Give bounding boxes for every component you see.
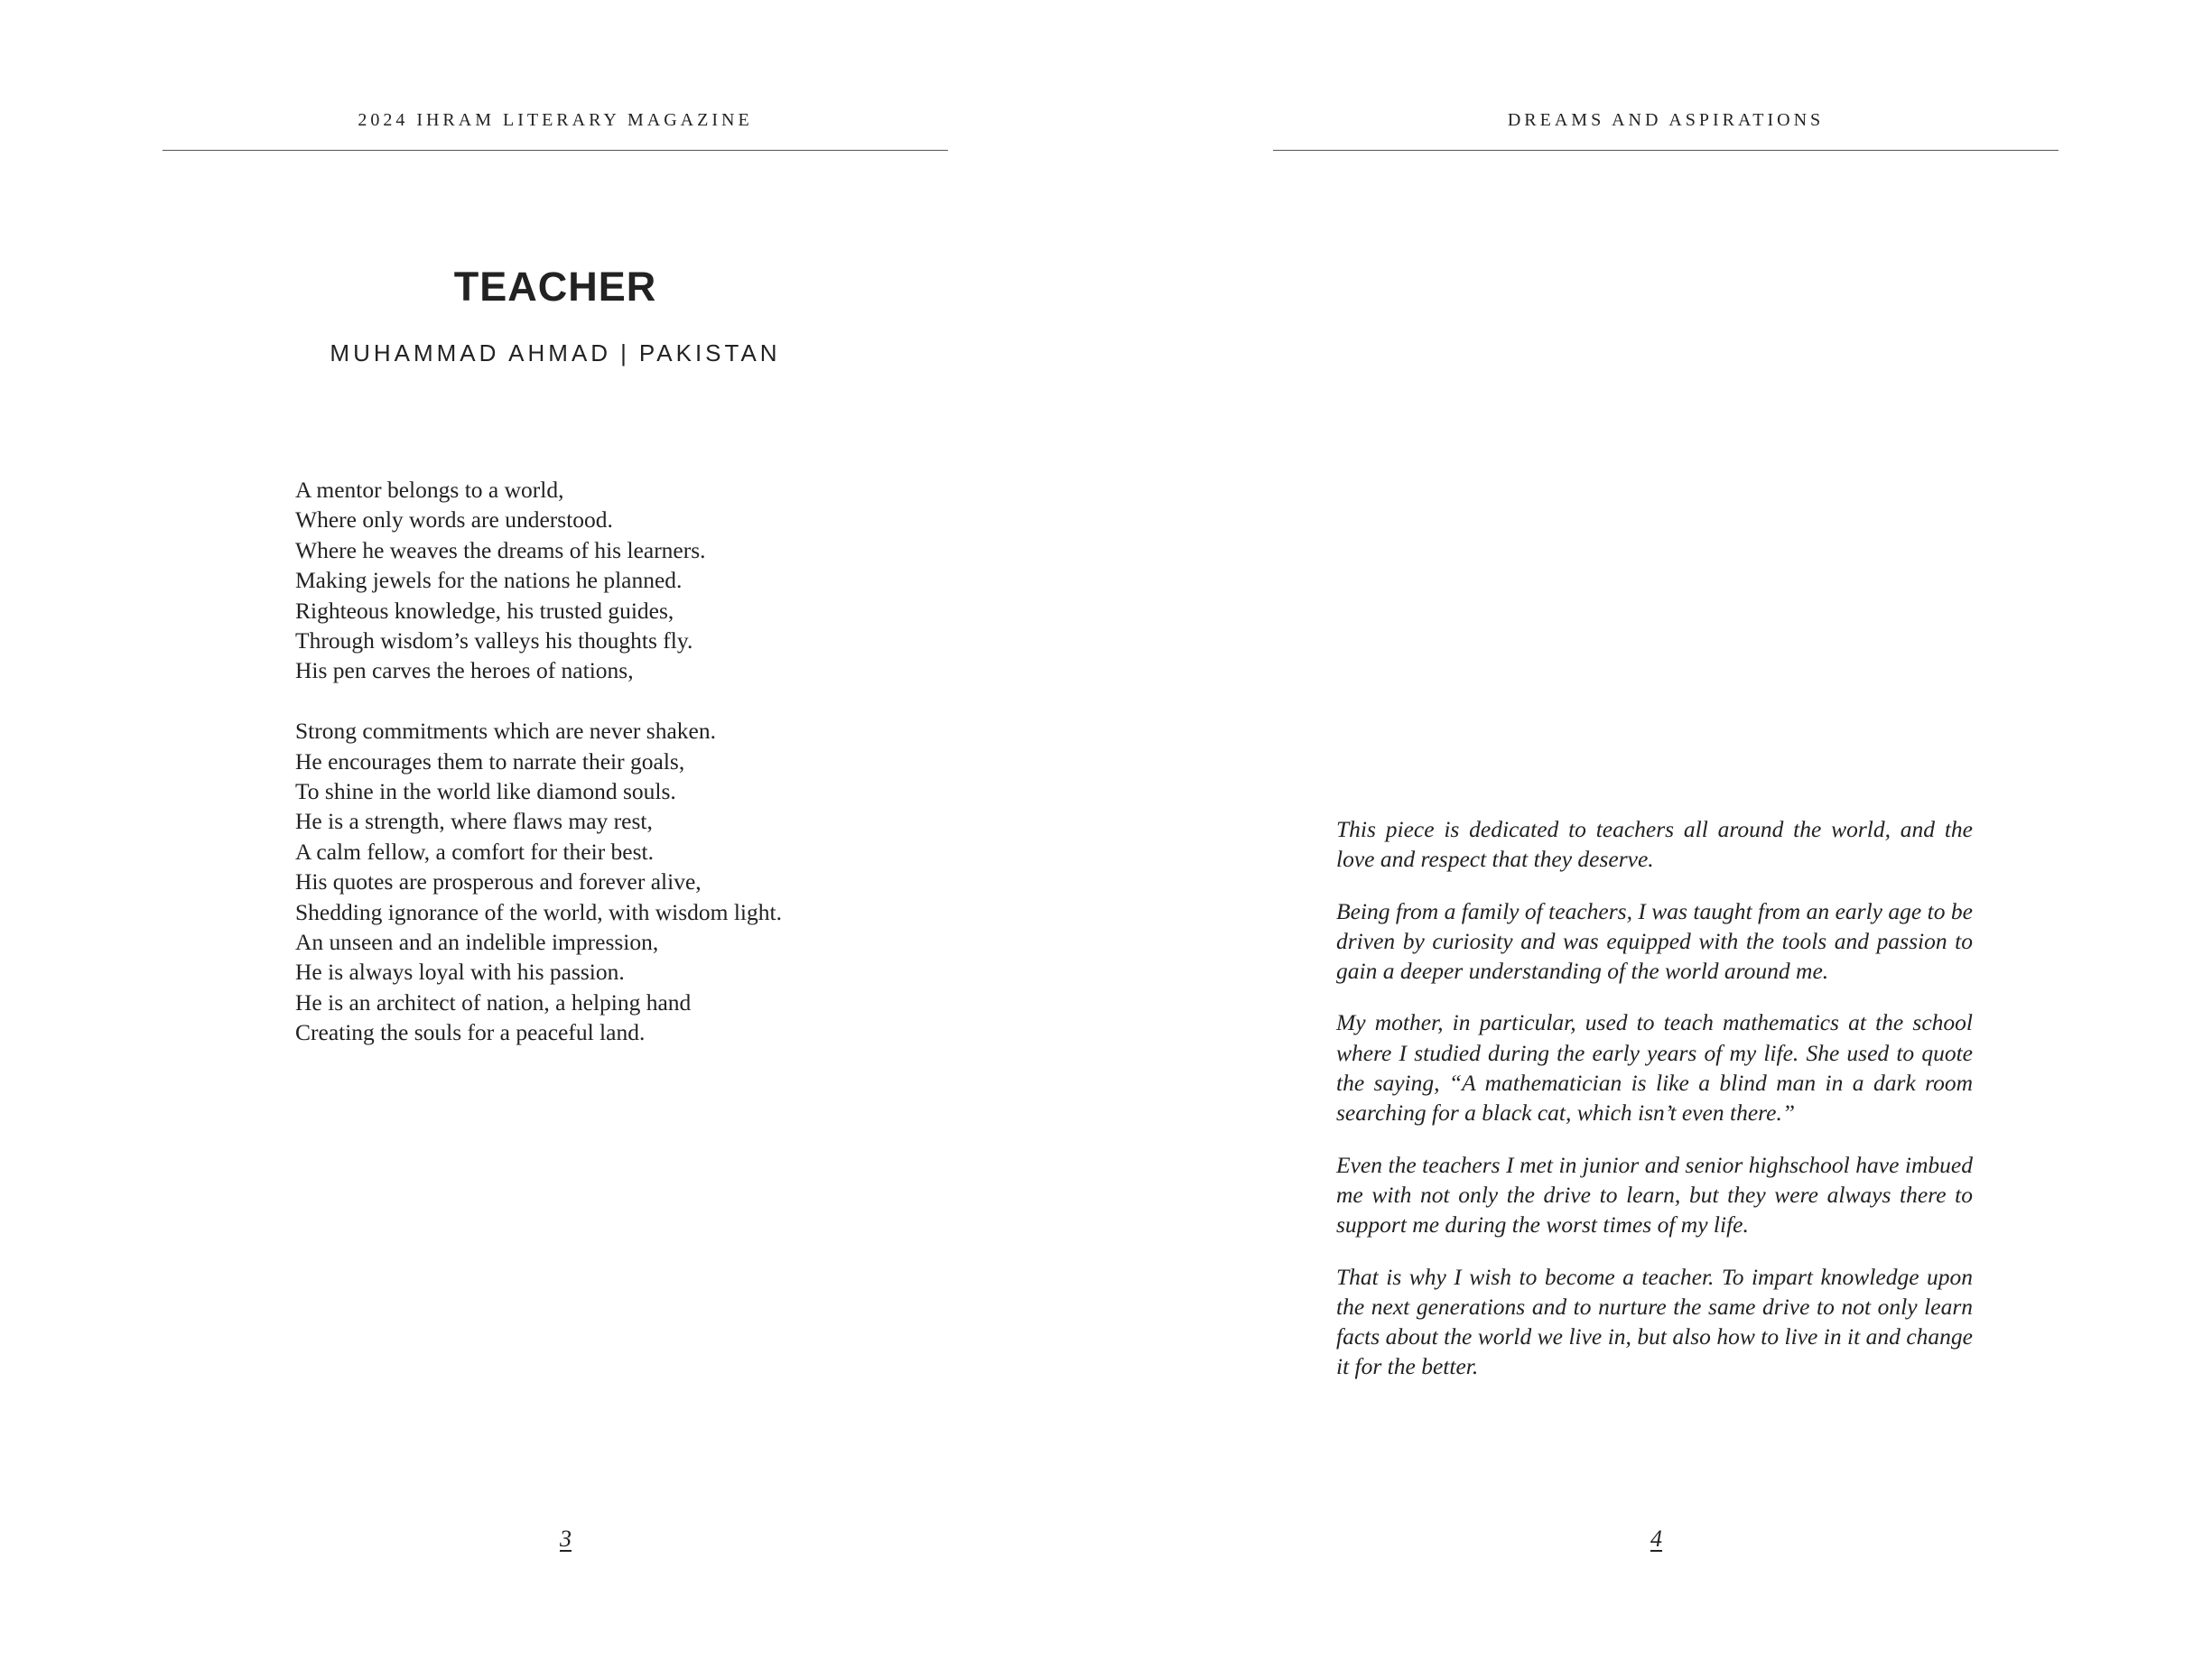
- poem-line: He is an architect of nation, a helping hand: [295, 988, 692, 1016]
- poem-line: His pen carves the heroes of nations,: [295, 657, 634, 684]
- poem-line: Where only words are understood.: [295, 506, 613, 533]
- note-paragraph: My mother, in particular, used to teach mathematics at the school where I studied during the early years of my life. She used to quote the saying, “A mathematician is like a blind man in a dark room searching for a black cat, which isn’t even there.”: [1336, 1009, 1973, 1127]
- note-paragraph: Even the teachers I met in junior and senior highschool have imbued me with not only the drive to learn, but they were always there to support me during the worst times of my life.: [1336, 1151, 1973, 1239]
- poem-line: Where he weaves the dreams of his learners.: [295, 536, 706, 563]
- poem-line: He is a strength, where flaws may rest,: [295, 808, 653, 835]
- page-number-left: 3: [560, 1526, 572, 1552]
- poem-line: Righteous knowledge, his trusted guides,: [295, 597, 674, 624]
- header-rule-right: [1273, 150, 2059, 151]
- author-note: [1336, 814, 1973, 1404]
- note-paragraph: Being from a family of teachers, I was taught from an early age to be driven by curiosity and was equipped with the tools and passion to gain a deeper understanding of the world around me.: [1336, 897, 1973, 985]
- poem-line: A mentor belongs to a world,: [295, 477, 564, 503]
- note-paragraph: That is why I wish to become a teacher. To impart knowledge upon the next generations and to nurture the same drive to not only learn facts about the world we live in, but also how to live in it and change it for the better.: [1336, 1263, 1973, 1380]
- page-number-right: 4: [1650, 1526, 1662, 1552]
- right-page: [1106, 0, 2212, 1670]
- running-header-left: 2024 IHRAM LITERARY MAGAZINE: [358, 110, 753, 130]
- byline-separator: |: [620, 339, 630, 366]
- poem-line: Creating the souls for a peaceful land.: [295, 1019, 646, 1046]
- stanza-2: [295, 716, 927, 1047]
- header-rule-left: [163, 150, 948, 151]
- stanza-1: [295, 475, 927, 686]
- poem-line: Strong commitments which are never shaken.: [295, 718, 716, 745]
- poem-line: Shedding ignorance of the world, with wisdom light.: [295, 898, 782, 925]
- poem-line: To shine in the world like diamond souls.: [295, 778, 676, 805]
- poem-line: Through wisdom’s valleys his thoughts fly.: [295, 627, 693, 654]
- poem-line: His quotes are prosperous and forever alive,: [295, 868, 702, 895]
- poem-body: [295, 475, 927, 1048]
- poem-line: He is always loyal with his passion.: [295, 959, 625, 986]
- note-paragraph: This piece is dedicated to teachers all around the world, and the love and respect that they deserve.: [1336, 816, 1973, 873]
- poem-line: An unseen and an indelible impression,: [295, 929, 659, 956]
- poem-line: Making jewels for the nations he planned.: [295, 567, 683, 594]
- author-name: MUHAMMAD AHMAD: [330, 339, 612, 366]
- running-header-right: DREAMS AND ASPIRATIONS: [1507, 110, 1825, 130]
- byline: [163, 339, 948, 367]
- poem-title: TEACHER: [453, 264, 657, 310]
- author-country: PAKISTAN: [638, 339, 781, 366]
- poem-line: A calm fellow, a comfort for their best.: [295, 838, 655, 865]
- poem-line: He encourages them to narrate their goals,: [295, 747, 685, 775]
